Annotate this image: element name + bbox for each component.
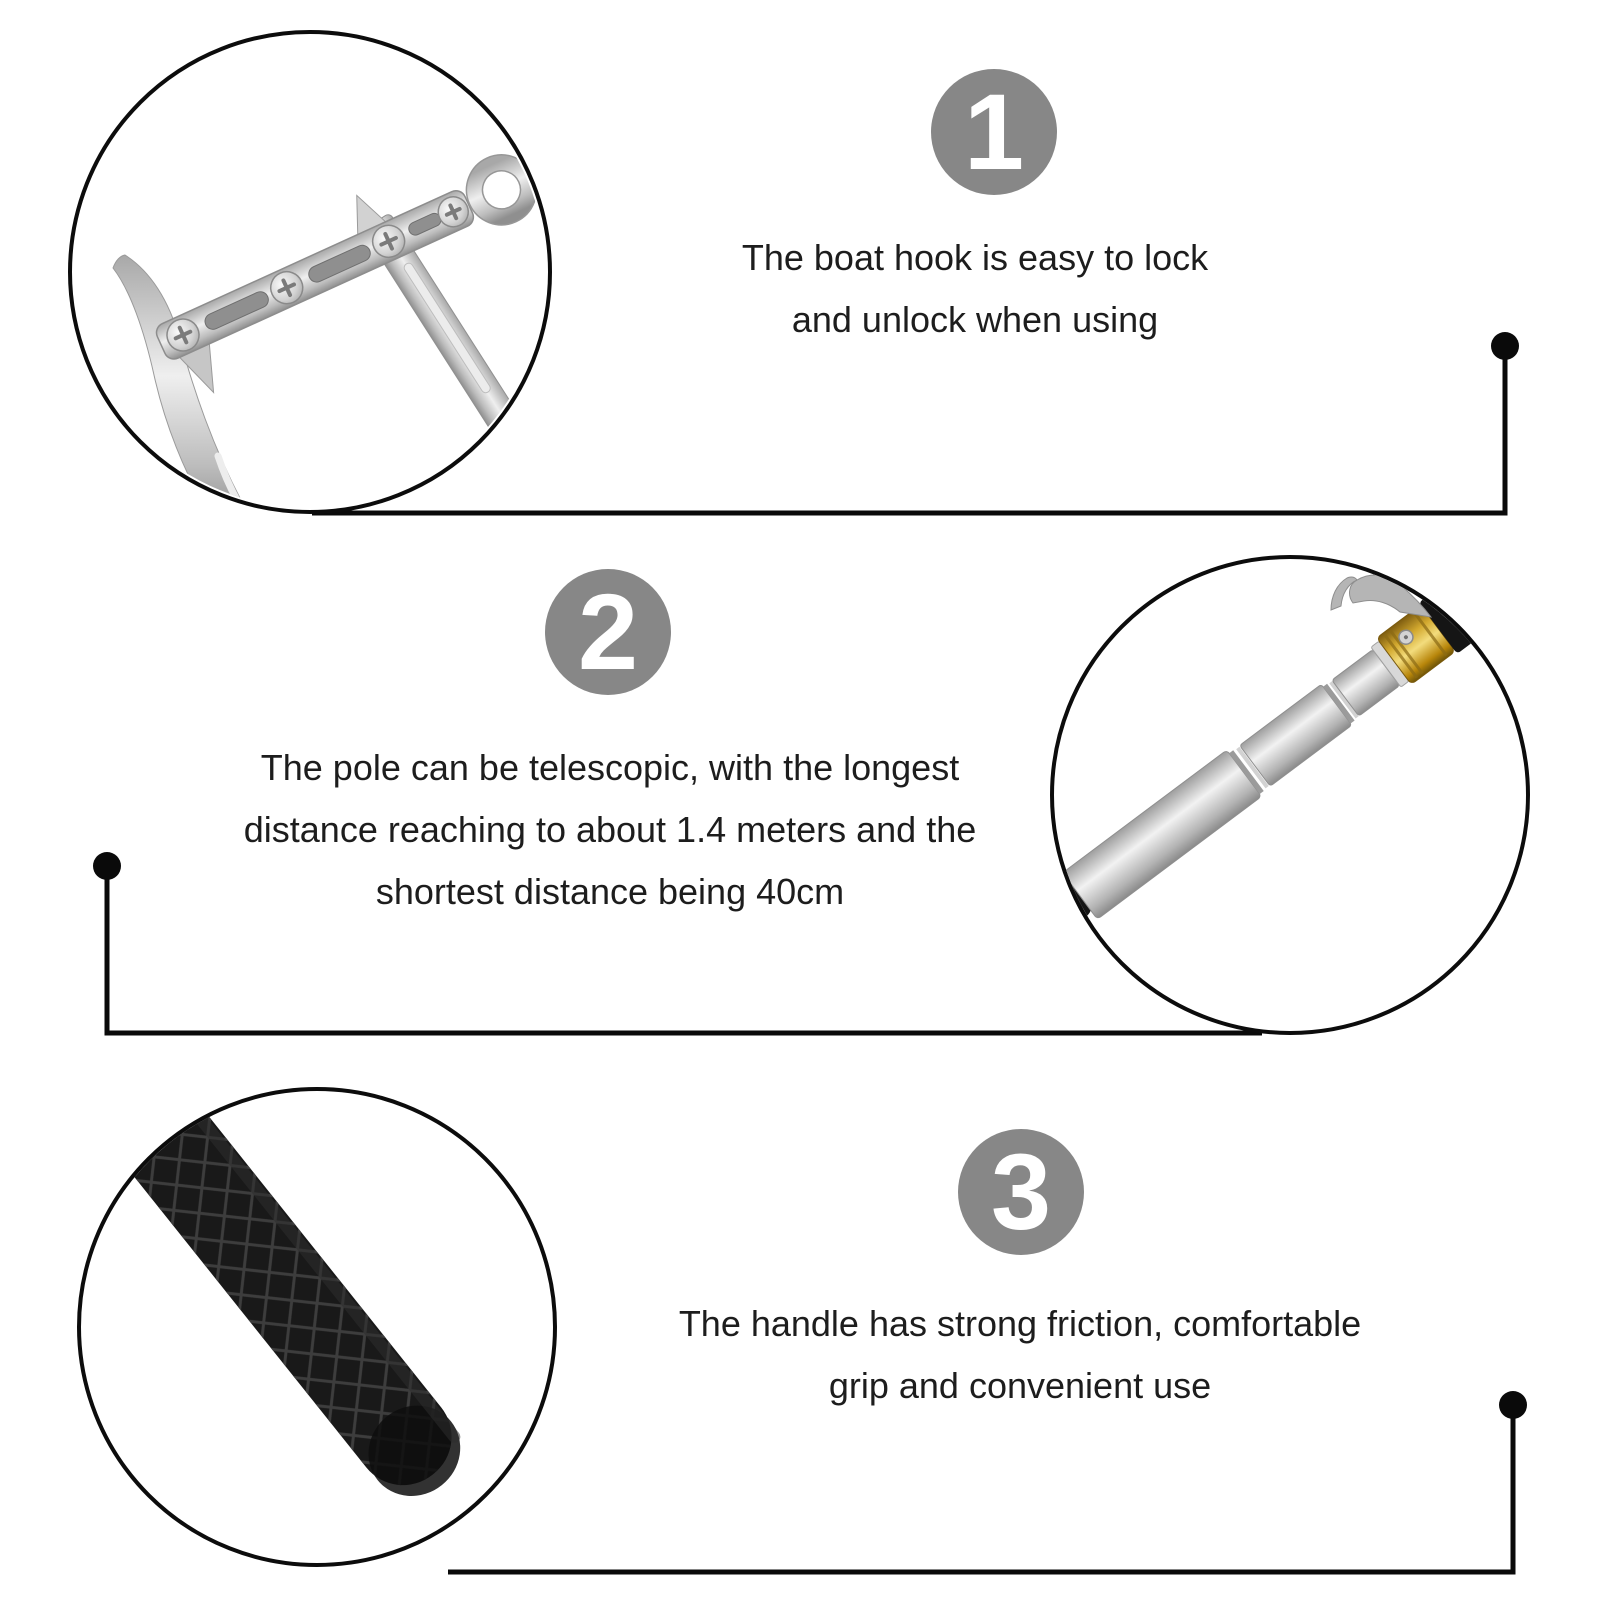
feature-3-text bbox=[679, 1293, 1361, 1417]
feature-2-number: 2 bbox=[577, 571, 639, 692]
feature-1-text-line-2: and unlock when using bbox=[791, 299, 1159, 340]
feature-1-text-line-1: The boat hook is easy to lock bbox=[741, 237, 1209, 278]
feature-3-text-line-1: The handle has strong friction, comfortable bbox=[678, 1303, 1362, 1344]
boat-hook-lock-mechanism-photo bbox=[66, 28, 554, 516]
feature-2-text bbox=[244, 737, 976, 923]
connector-dot-1 bbox=[1491, 332, 1519, 360]
connector-dot-3 bbox=[1499, 1391, 1527, 1419]
feature-2-text-line-1: The pole can be telescopic, with the longest bbox=[260, 747, 960, 788]
feature-2-badge bbox=[545, 569, 671, 695]
feature-1-badge bbox=[931, 69, 1057, 195]
connector-dot-2 bbox=[93, 852, 121, 880]
feature-2-text-line-2: distance reaching to about 1.4 meters and the bbox=[243, 809, 977, 850]
feature-2-text-line-3: shortest distance being 40cm bbox=[375, 871, 845, 912]
feature-1-text bbox=[742, 227, 1208, 351]
feature-3-text-line-2: grip and convenient use bbox=[828, 1365, 1212, 1406]
feature-3-number: 3 bbox=[990, 1131, 1052, 1252]
connector-line-3 bbox=[448, 1405, 1513, 1572]
feature-1-number: 1 bbox=[963, 71, 1025, 192]
handle-grip-photo bbox=[75, 1085, 559, 1569]
feature-3-badge bbox=[958, 1129, 1084, 1255]
telescopic-pole-photo bbox=[1048, 553, 1532, 1037]
